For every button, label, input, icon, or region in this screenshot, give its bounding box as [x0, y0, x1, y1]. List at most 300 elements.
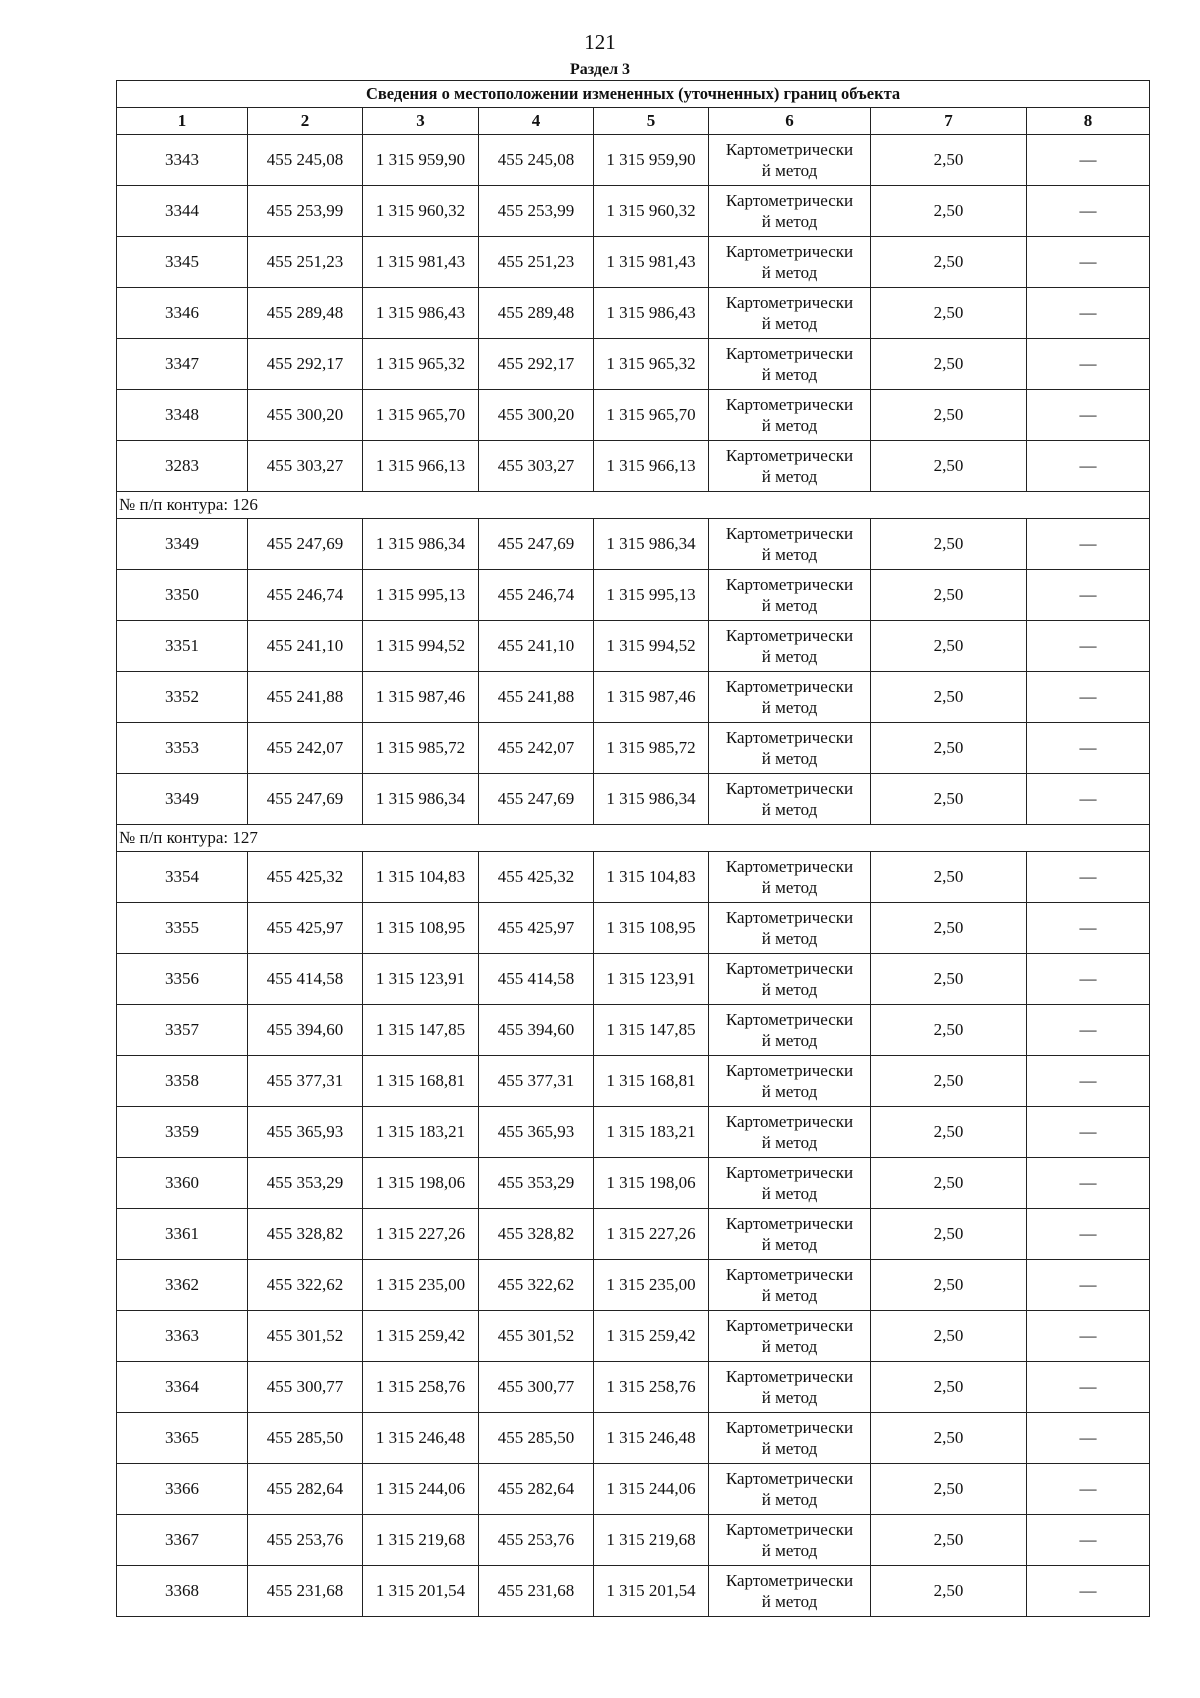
- y-coordinate-refined-cell: 1 315 227,26: [594, 1209, 709, 1260]
- accuracy-cell: 2,50: [871, 672, 1027, 723]
- method-text-line-1: Картометрически: [725, 1520, 854, 1539]
- y-coordinate-refined-cell: 1 315 168,81: [594, 1056, 709, 1107]
- point-number-cell: 3367: [117, 1515, 248, 1566]
- x-coordinate-refined-cell: 455 322,62: [479, 1260, 594, 1311]
- section-title: Раздел 3: [569, 61, 631, 78]
- method-text-line-2: й метод: [761, 467, 818, 486]
- x-coordinate-refined-cell: 455 303,27: [479, 441, 594, 492]
- accuracy-cell: 2,50: [871, 1107, 1027, 1158]
- y-coordinate-refined-cell: 1 315 966,13: [594, 441, 709, 492]
- method-text-line-1: Картометрически: [725, 1214, 854, 1233]
- y-coordinate-existing-cell: 1 315 108,95: [363, 903, 479, 954]
- y-coordinate-existing-cell: 1 315 219,68: [363, 1515, 479, 1566]
- y-coordinate-refined-cell: 1 315 246,48: [594, 1413, 709, 1464]
- method-cell: [709, 1566, 871, 1617]
- method-text-line-1: Картометрически: [725, 1010, 854, 1029]
- description-cell: —: [1027, 339, 1150, 390]
- method-text-line-1: Картометрически: [725, 1163, 854, 1182]
- point-number-cell: 3349: [117, 774, 248, 825]
- y-coordinate-refined-cell: 1 315 965,32: [594, 339, 709, 390]
- table-row: [117, 441, 1150, 492]
- method-text-line-1: Картометрически: [725, 344, 854, 363]
- contour-label: № п/п контура: 127: [117, 825, 1150, 852]
- accuracy-cell: 2,50: [871, 1515, 1027, 1566]
- x-coordinate-existing-cell: 455 253,76: [248, 1515, 363, 1566]
- y-coordinate-refined-cell: 1 315 123,91: [594, 954, 709, 1005]
- x-coordinate-existing-cell: 455 285,50: [248, 1413, 363, 1464]
- column-number: 3: [363, 108, 479, 135]
- x-coordinate-existing-cell: 455 251,23: [248, 237, 363, 288]
- method-text-line-2: й метод: [761, 1082, 818, 1101]
- method-cell: [709, 621, 871, 672]
- description-cell: —: [1027, 1158, 1150, 1209]
- y-coordinate-existing-cell: 1 315 986,34: [363, 519, 479, 570]
- x-coordinate-refined-cell: 455 414,58: [479, 954, 594, 1005]
- x-coordinate-existing-cell: 455 394,60: [248, 1005, 363, 1056]
- method-text-line-1: Картометрически: [725, 242, 854, 261]
- x-coordinate-refined-cell: 455 300,20: [479, 390, 594, 441]
- contour-row: [117, 825, 1150, 852]
- y-coordinate-refined-cell: 1 315 960,32: [594, 186, 709, 237]
- x-coordinate-refined-cell: 455 253,76: [479, 1515, 594, 1566]
- point-number-cell: 3283: [117, 441, 248, 492]
- x-coordinate-existing-cell: 455 247,69: [248, 519, 363, 570]
- point-number-cell: 3348: [117, 390, 248, 441]
- description-cell: —: [1027, 1464, 1150, 1515]
- y-coordinate-existing-cell: 1 315 994,52: [363, 621, 479, 672]
- y-coordinate-existing-cell: 1 315 986,34: [363, 774, 479, 825]
- method-cell: [709, 723, 871, 774]
- description-cell: —: [1027, 723, 1150, 774]
- method-cell: [709, 954, 871, 1005]
- description-cell: —: [1027, 903, 1150, 954]
- method-cell: [709, 1005, 871, 1056]
- method-text-line-1: Картометрически: [725, 959, 854, 978]
- accuracy-cell: 2,50: [871, 852, 1027, 903]
- x-coordinate-refined-cell: 455 253,99: [479, 186, 594, 237]
- method-cell: [709, 903, 871, 954]
- method-text-line-2: й метод: [761, 1337, 818, 1356]
- point-number-cell: 3364: [117, 1362, 248, 1413]
- x-coordinate-refined-cell: 455 247,69: [479, 774, 594, 825]
- table-row: [117, 1056, 1150, 1107]
- table-row: [117, 1107, 1150, 1158]
- method-text-line-1: Картометрически: [725, 446, 854, 465]
- y-coordinate-existing-cell: 1 315 147,85: [363, 1005, 479, 1056]
- description-cell: —: [1027, 1056, 1150, 1107]
- x-coordinate-existing-cell: 455 231,68: [248, 1566, 363, 1617]
- point-number-cell: 3365: [117, 1413, 248, 1464]
- method-cell: [709, 1311, 871, 1362]
- description-cell: —: [1027, 852, 1150, 903]
- method-text-line-1: Картометрически: [725, 575, 854, 594]
- y-coordinate-refined-cell: 1 315 994,52: [594, 621, 709, 672]
- x-coordinate-existing-cell: 455 282,64: [248, 1464, 363, 1515]
- x-coordinate-existing-cell: 455 245,08: [248, 135, 363, 186]
- y-coordinate-existing-cell: 1 315 201,54: [363, 1566, 479, 1617]
- table-row: [117, 1158, 1150, 1209]
- table-row: [117, 288, 1150, 339]
- method-cell: [709, 852, 871, 903]
- y-coordinate-refined-cell: 1 315 965,70: [594, 390, 709, 441]
- x-coordinate-refined-cell: 455 353,29: [479, 1158, 594, 1209]
- accuracy-cell: 2,50: [871, 903, 1027, 954]
- table-body: [117, 81, 1150, 1617]
- accuracy-cell: 2,50: [871, 519, 1027, 570]
- description-cell: —: [1027, 1515, 1150, 1566]
- x-coordinate-refined-cell: 455 246,74: [479, 570, 594, 621]
- accuracy-cell: 2,50: [871, 1413, 1027, 1464]
- method-text-line-2: й метод: [761, 1439, 818, 1458]
- x-coordinate-existing-cell: 455 322,62: [248, 1260, 363, 1311]
- description-cell: —: [1027, 1311, 1150, 1362]
- y-coordinate-existing-cell: 1 315 235,00: [363, 1260, 479, 1311]
- description-cell: —: [1027, 1566, 1150, 1617]
- point-number-cell: 3347: [117, 339, 248, 390]
- method-cell: [709, 1056, 871, 1107]
- contour-row: [117, 492, 1150, 519]
- point-number-cell: 3358: [117, 1056, 248, 1107]
- y-coordinate-refined-cell: 1 315 108,95: [594, 903, 709, 954]
- method-text-line-1: Картометрически: [725, 908, 854, 927]
- method-cell: [709, 288, 871, 339]
- accuracy-cell: 2,50: [871, 1566, 1027, 1617]
- x-coordinate-refined-cell: 455 241,10: [479, 621, 594, 672]
- description-cell: —: [1027, 1107, 1150, 1158]
- x-coordinate-existing-cell: 455 292,17: [248, 339, 363, 390]
- point-number-cell: 3356: [117, 954, 248, 1005]
- method-text-line-2: й метод: [761, 929, 818, 948]
- method-text-line-1: Картометрически: [725, 626, 854, 645]
- y-coordinate-refined-cell: 1 315 986,34: [594, 774, 709, 825]
- x-coordinate-refined-cell: 455 242,07: [479, 723, 594, 774]
- table-caption: Сведения о местоположении измененных (уточненных) границ объекта: [117, 81, 1150, 108]
- method-text-line-2: й метод: [761, 647, 818, 666]
- method-text-line-2: й метод: [761, 314, 818, 333]
- x-coordinate-refined-cell: 455 394,60: [479, 1005, 594, 1056]
- x-coordinate-existing-cell: 455 353,29: [248, 1158, 363, 1209]
- accuracy-cell: 2,50: [871, 723, 1027, 774]
- table-row: [117, 1362, 1150, 1413]
- method-text-line-2: й метод: [761, 1592, 818, 1611]
- y-coordinate-existing-cell: 1 315 965,32: [363, 339, 479, 390]
- method-text-line-1: Картометрически: [725, 1571, 854, 1590]
- accuracy-cell: 2,50: [871, 1311, 1027, 1362]
- x-coordinate-refined-cell: 455 285,50: [479, 1413, 594, 1464]
- x-coordinate-existing-cell: 455 253,99: [248, 186, 363, 237]
- method-text-line-2: й метод: [761, 800, 818, 819]
- method-text-line-2: й метод: [761, 596, 818, 615]
- method-text-line-1: Картометрически: [725, 1265, 854, 1284]
- point-number-cell: 3362: [117, 1260, 248, 1311]
- method-text-line-1: Картометрически: [725, 779, 854, 798]
- x-coordinate-refined-cell: 455 247,69: [479, 519, 594, 570]
- y-coordinate-refined-cell: 1 315 244,06: [594, 1464, 709, 1515]
- accuracy-cell: 2,50: [871, 186, 1027, 237]
- table-row: [117, 186, 1150, 237]
- table-row: [117, 1566, 1150, 1617]
- y-coordinate-refined-cell: 1 315 258,76: [594, 1362, 709, 1413]
- accuracy-cell: 2,50: [871, 954, 1027, 1005]
- description-cell: —: [1027, 186, 1150, 237]
- method-text-line-2: й метод: [761, 416, 818, 435]
- method-cell: [709, 672, 871, 723]
- method-cell: [709, 339, 871, 390]
- x-coordinate-refined-cell: 455 245,08: [479, 135, 594, 186]
- accuracy-cell: 2,50: [871, 1056, 1027, 1107]
- table-row: [117, 903, 1150, 954]
- x-coordinate-refined-cell: 455 289,48: [479, 288, 594, 339]
- method-cell: [709, 237, 871, 288]
- table-row: [117, 1260, 1150, 1311]
- method-text-line-1: Картометрически: [725, 1418, 854, 1437]
- page-number: 121: [584, 30, 616, 54]
- x-coordinate-existing-cell: 455 241,10: [248, 621, 363, 672]
- description-cell: —: [1027, 1005, 1150, 1056]
- method-text-line-1: Картометрически: [725, 728, 854, 747]
- method-text-line-2: й метод: [761, 263, 818, 282]
- method-text-line-2: й метод: [761, 1031, 818, 1050]
- x-coordinate-refined-cell: 455 292,17: [479, 339, 594, 390]
- boundary-table-container: [116, 80, 1149, 1617]
- column-number-row: [117, 108, 1150, 135]
- table-row: [117, 1209, 1150, 1260]
- column-number: 2: [248, 108, 363, 135]
- method-text-line-1: Картометрически: [725, 293, 854, 312]
- method-text-line-2: й метод: [761, 1541, 818, 1560]
- description-cell: —: [1027, 237, 1150, 288]
- accuracy-cell: 2,50: [871, 1209, 1027, 1260]
- accuracy-cell: 2,50: [871, 1464, 1027, 1515]
- description-cell: —: [1027, 774, 1150, 825]
- y-coordinate-refined-cell: 1 315 235,00: [594, 1260, 709, 1311]
- method-text-line-1: Картометрически: [725, 140, 854, 159]
- y-coordinate-refined-cell: 1 315 198,06: [594, 1158, 709, 1209]
- column-number: 7: [871, 108, 1027, 135]
- y-coordinate-existing-cell: 1 315 259,42: [363, 1311, 479, 1362]
- accuracy-cell: 2,50: [871, 339, 1027, 390]
- description-cell: —: [1027, 1362, 1150, 1413]
- point-number-cell: 3344: [117, 186, 248, 237]
- accuracy-cell: 2,50: [871, 135, 1027, 186]
- y-coordinate-refined-cell: 1 315 147,85: [594, 1005, 709, 1056]
- method-cell: [709, 1413, 871, 1464]
- method-text-line-1: Картометрически: [725, 524, 854, 543]
- table-row: [117, 1413, 1150, 1464]
- contour-label: № п/п контура: 126: [117, 492, 1150, 519]
- column-number: 5: [594, 108, 709, 135]
- column-number: 4: [479, 108, 594, 135]
- y-coordinate-existing-cell: 1 315 123,91: [363, 954, 479, 1005]
- method-cell: [709, 1464, 871, 1515]
- point-number-cell: 3351: [117, 621, 248, 672]
- x-coordinate-existing-cell: 455 301,52: [248, 1311, 363, 1362]
- method-cell: [709, 1107, 871, 1158]
- description-cell: —: [1027, 621, 1150, 672]
- y-coordinate-refined-cell: 1 315 987,46: [594, 672, 709, 723]
- x-coordinate-refined-cell: 455 425,97: [479, 903, 594, 954]
- method-text-line-2: й метод: [761, 698, 818, 717]
- column-number: 6: [709, 108, 871, 135]
- point-number-cell: 3350: [117, 570, 248, 621]
- method-text-line-2: й метод: [761, 212, 818, 231]
- x-coordinate-refined-cell: 455 282,64: [479, 1464, 594, 1515]
- accuracy-cell: 2,50: [871, 1260, 1027, 1311]
- method-cell: [709, 135, 871, 186]
- x-coordinate-existing-cell: 455 300,77: [248, 1362, 363, 1413]
- y-coordinate-existing-cell: 1 315 959,90: [363, 135, 479, 186]
- description-cell: —: [1027, 570, 1150, 621]
- point-number-cell: 3359: [117, 1107, 248, 1158]
- method-text-line-2: й метод: [761, 749, 818, 768]
- method-text-line-2: й метод: [761, 1490, 818, 1509]
- point-number-cell: 3343: [117, 135, 248, 186]
- description-cell: —: [1027, 519, 1150, 570]
- y-coordinate-existing-cell: 1 315 258,76: [363, 1362, 479, 1413]
- x-coordinate-refined-cell: 455 328,82: [479, 1209, 594, 1260]
- y-coordinate-existing-cell: 1 315 981,43: [363, 237, 479, 288]
- description-cell: —: [1027, 672, 1150, 723]
- table-row: [117, 1005, 1150, 1056]
- y-coordinate-existing-cell: 1 315 246,48: [363, 1413, 479, 1464]
- description-cell: —: [1027, 1209, 1150, 1260]
- point-number-cell: 3354: [117, 852, 248, 903]
- table-row: [117, 621, 1150, 672]
- x-coordinate-existing-cell: 455 425,32: [248, 852, 363, 903]
- accuracy-cell: 2,50: [871, 441, 1027, 492]
- y-coordinate-existing-cell: 1 315 227,26: [363, 1209, 479, 1260]
- method-text-line-2: й метод: [761, 545, 818, 564]
- x-coordinate-existing-cell: 455 247,69: [248, 774, 363, 825]
- description-cell: —: [1027, 135, 1150, 186]
- y-coordinate-refined-cell: 1 315 995,13: [594, 570, 709, 621]
- accuracy-cell: 2,50: [871, 1158, 1027, 1209]
- accuracy-cell: 2,50: [871, 288, 1027, 339]
- y-coordinate-existing-cell: 1 315 966,13: [363, 441, 479, 492]
- y-coordinate-existing-cell: 1 315 244,06: [363, 1464, 479, 1515]
- column-number: 8: [1027, 108, 1150, 135]
- x-coordinate-existing-cell: 455 242,07: [248, 723, 363, 774]
- table-row: [117, 954, 1150, 1005]
- method-text-line-1: Картометрически: [725, 1316, 854, 1335]
- table-row: [117, 339, 1150, 390]
- table-row: [117, 1311, 1150, 1362]
- y-coordinate-refined-cell: 1 315 201,54: [594, 1566, 709, 1617]
- method-text-line-1: Картометрически: [725, 677, 854, 696]
- y-coordinate-refined-cell: 1 315 986,34: [594, 519, 709, 570]
- x-coordinate-refined-cell: 455 251,23: [479, 237, 594, 288]
- point-number-cell: 3363: [117, 1311, 248, 1362]
- point-number-cell: 3368: [117, 1566, 248, 1617]
- method-text-line-2: й метод: [761, 878, 818, 897]
- method-cell: [709, 519, 871, 570]
- y-coordinate-existing-cell: 1 315 198,06: [363, 1158, 479, 1209]
- table-row: [117, 135, 1150, 186]
- method-text-line-2: й метод: [761, 161, 818, 180]
- point-number-cell: 3349: [117, 519, 248, 570]
- table-row: [117, 1464, 1150, 1515]
- description-cell: —: [1027, 441, 1150, 492]
- accuracy-cell: 2,50: [871, 1362, 1027, 1413]
- accuracy-cell: 2,50: [871, 774, 1027, 825]
- accuracy-cell: 2,50: [871, 570, 1027, 621]
- table-row: [117, 852, 1150, 903]
- y-coordinate-refined-cell: 1 315 259,42: [594, 1311, 709, 1362]
- y-coordinate-existing-cell: 1 315 965,70: [363, 390, 479, 441]
- accuracy-cell: 2,50: [871, 390, 1027, 441]
- method-text-line-1: Картометрически: [725, 191, 854, 210]
- accuracy-cell: 2,50: [871, 237, 1027, 288]
- x-coordinate-existing-cell: 455 241,88: [248, 672, 363, 723]
- x-coordinate-existing-cell: 455 365,93: [248, 1107, 363, 1158]
- method-cell: [709, 1515, 871, 1566]
- description-cell: —: [1027, 1260, 1150, 1311]
- method-text-line-1: Картометрически: [725, 395, 854, 414]
- point-number-cell: 3353: [117, 723, 248, 774]
- method-cell: [709, 390, 871, 441]
- y-coordinate-existing-cell: 1 315 987,46: [363, 672, 479, 723]
- table-row: [117, 570, 1150, 621]
- method-cell: [709, 1260, 871, 1311]
- method-text-line-1: Картометрически: [725, 857, 854, 876]
- x-coordinate-existing-cell: 455 425,97: [248, 903, 363, 954]
- table-row: [117, 237, 1150, 288]
- method-cell: [709, 1158, 871, 1209]
- x-coordinate-existing-cell: 455 300,20: [248, 390, 363, 441]
- y-coordinate-existing-cell: 1 315 104,83: [363, 852, 479, 903]
- method-text-line-2: й метод: [761, 980, 818, 999]
- point-number-cell: 3355: [117, 903, 248, 954]
- y-coordinate-refined-cell: 1 315 183,21: [594, 1107, 709, 1158]
- method-cell: [709, 774, 871, 825]
- boundary-coordinates-table: [116, 80, 1150, 1617]
- method-cell: [709, 1209, 871, 1260]
- x-coordinate-refined-cell: 455 425,32: [479, 852, 594, 903]
- method-cell: [709, 570, 871, 621]
- x-coordinate-existing-cell: 455 303,27: [248, 441, 363, 492]
- point-number-cell: 3352: [117, 672, 248, 723]
- x-coordinate-existing-cell: 455 246,74: [248, 570, 363, 621]
- point-number-cell: 3357: [117, 1005, 248, 1056]
- x-coordinate-existing-cell: 455 289,48: [248, 288, 363, 339]
- table-row: [117, 1515, 1150, 1566]
- method-text-line-1: Картометрически: [725, 1112, 854, 1131]
- point-number-cell: 3360: [117, 1158, 248, 1209]
- table-caption-row: [117, 81, 1150, 108]
- x-coordinate-refined-cell: 455 377,31: [479, 1056, 594, 1107]
- x-coordinate-existing-cell: 455 414,58: [248, 954, 363, 1005]
- method-text-line-1: Картометрически: [725, 1061, 854, 1080]
- method-cell: [709, 186, 871, 237]
- description-cell: —: [1027, 390, 1150, 441]
- x-coordinate-refined-cell: 455 231,68: [479, 1566, 594, 1617]
- x-coordinate-refined-cell: 455 301,52: [479, 1311, 594, 1362]
- y-coordinate-existing-cell: 1 315 168,81: [363, 1056, 479, 1107]
- y-coordinate-refined-cell: 1 315 104,83: [594, 852, 709, 903]
- x-coordinate-existing-cell: 455 377,31: [248, 1056, 363, 1107]
- y-coordinate-existing-cell: 1 315 960,32: [363, 186, 479, 237]
- point-number-cell: 3345: [117, 237, 248, 288]
- point-number-cell: 3366: [117, 1464, 248, 1515]
- x-coordinate-refined-cell: 455 241,88: [479, 672, 594, 723]
- description-cell: —: [1027, 954, 1150, 1005]
- y-coordinate-refined-cell: 1 315 986,43: [594, 288, 709, 339]
- y-coordinate-refined-cell: 1 315 959,90: [594, 135, 709, 186]
- table-row: [117, 723, 1150, 774]
- y-coordinate-existing-cell: 1 315 183,21: [363, 1107, 479, 1158]
- method-text-line-2: й метод: [761, 1388, 818, 1407]
- method-text-line-2: й метод: [761, 365, 818, 384]
